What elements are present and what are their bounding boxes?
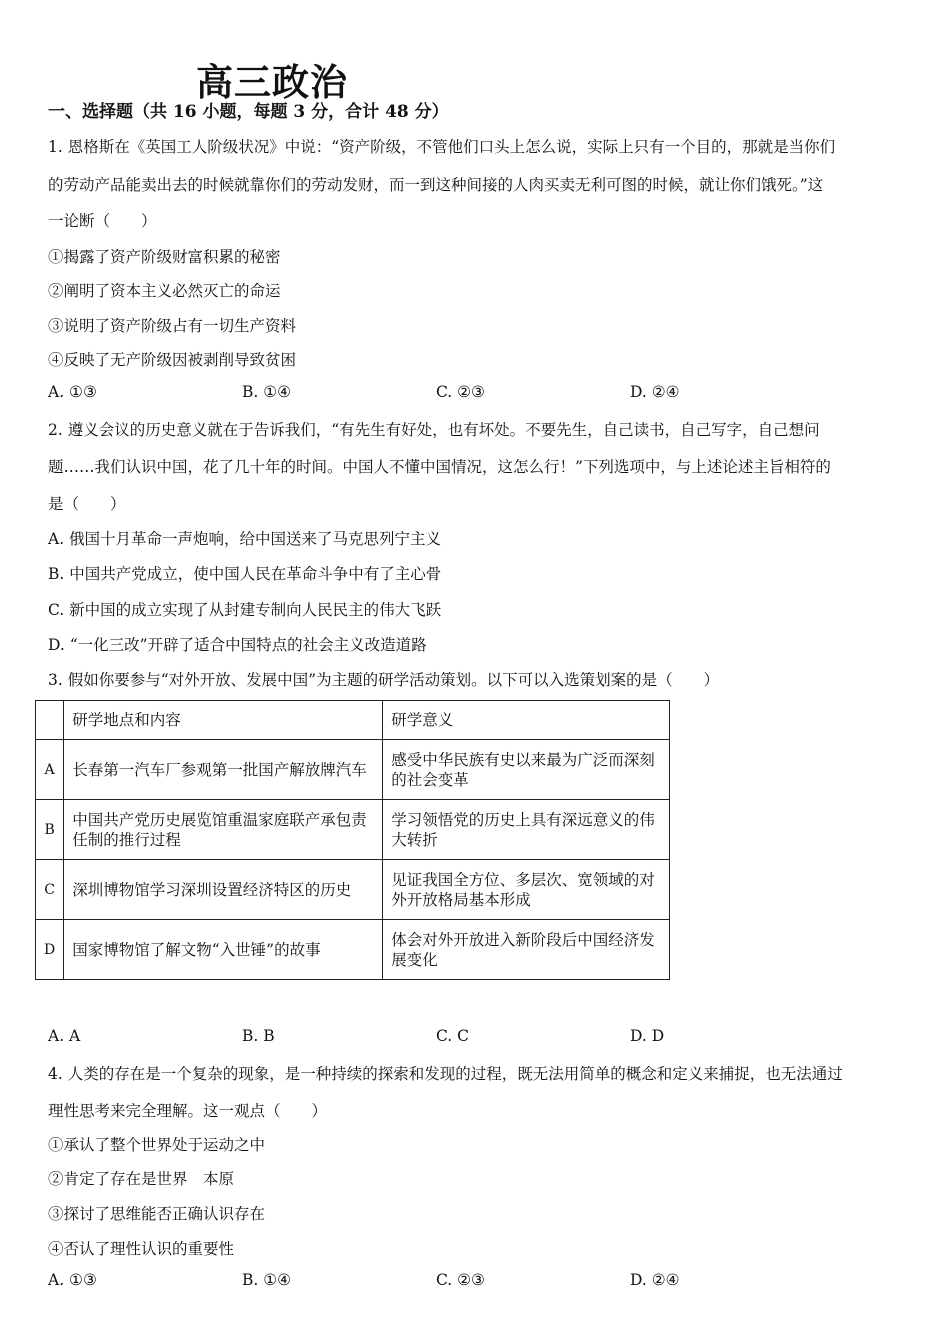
row-label: A	[36, 740, 64, 800]
q2-stem-line-3: 是（ ）	[48, 495, 126, 513]
q2-option-a[interactable]: A. 俄国十月革命一声炮响，给中国送来了马克思列宁主义	[48, 530, 442, 548]
table-header-meaning: 研学意义	[383, 701, 670, 740]
row-place: 国家博物馆了解文物“入世锤”的故事	[64, 920, 383, 980]
q4-option-d[interactable]: D. ②④	[630, 1271, 680, 1289]
q4-option-a[interactable]: A. ①③	[48, 1271, 97, 1289]
q3-table	[35, 700, 670, 980]
q1-item-1: ①揭露了资产阶级财富积累的秘密	[48, 248, 281, 266]
q2-option-c[interactable]: C. 新中国的成立实现了从封建专制向人民民主的伟大飞跃	[48, 601, 442, 619]
row-place: 深圳博物馆学习深圳设置经济特区的历史	[64, 860, 383, 920]
row-label: D	[36, 920, 64, 980]
table-row	[36, 740, 670, 800]
q2-option-d[interactable]: D. “一化三改”开辟了适合中国特点的社会主义改造道路	[48, 636, 427, 654]
row-place: 中国共产党历史展览馆重温家庭联产承包责任制的推行过程	[64, 800, 383, 860]
q3-stem: 3. 假如你要参与“对外开放、发展中国”为主题的研学活动策划。以下可以入选策划案的是（ ）	[48, 671, 720, 689]
q4-item-4: ④否认了理性认识的重要性	[48, 1240, 235, 1258]
q4-item-1: ①承认了整个世界处于运动之中	[48, 1136, 266, 1154]
q1-item-2: ②阐明了资本主义必然灭亡的命运	[48, 282, 281, 300]
q4-stem-line-1: 4. 人类的存在是一个复杂的现象，是一种持续的探索和发现的过程，既无法用简单的概念和定义来捕捉，也无法通过	[48, 1065, 843, 1083]
q1-option-b[interactable]: B. ①④	[242, 383, 292, 401]
page-title: 高三政治	[196, 60, 348, 104]
q2-stem-line-1: 2. 遵义会议的历史意义就在于告诉我们，“有先生有好处，也有坏处。不要先生，自己读书，自己写字，自己想问	[48, 421, 820, 439]
q1-stem-line-1: 1. 恩格斯在《英国工人阶级状况》中说：“资产阶级，不管他们口头上怎么说，实际上只有一个目的，那就是当你们	[48, 138, 836, 156]
q3-option-c[interactable]: C. C	[436, 1027, 470, 1045]
section-heading: 一、选择题（共 16 小题，每题 3 分，合计 48 分）	[48, 102, 449, 122]
row-meaning: 体会对外开放进入新阶段后中国经济发展变化	[383, 920, 670, 980]
table-row	[36, 860, 670, 920]
q4-item-3: ③探讨了思维能否正确认识存在	[48, 1205, 266, 1223]
q1-item-4: ④反映了无产阶级因被剥削导致贫困	[48, 351, 297, 369]
table-header-label-cell	[36, 701, 64, 740]
table-row	[36, 920, 670, 980]
q4-item-2: ②肯定了存在是世界 本原	[48, 1170, 235, 1188]
q1-stem-line-2: 的劳动产品能卖出去的时候就靠你们的劳动发财，而一到这种间接的人肉买卖无利可图的时候，就让你们饿死。”这	[48, 176, 824, 194]
q1-option-a[interactable]: A. ①③	[48, 383, 97, 401]
row-meaning: 感受中华民族有史以来最为广泛而深刻的社会变革	[383, 740, 670, 800]
q1-item-3: ③说明了资产阶级占有一切生产资料	[48, 317, 297, 335]
table-header-row	[36, 701, 670, 740]
q2-stem-line-2: 题……我们认识中国，花了几十年的时间。中国人不懂中国情况，这怎么行！”下列选项中，与上述论述主旨相符的	[48, 458, 831, 476]
q4-option-c[interactable]: C. ②③	[436, 1271, 485, 1289]
q4-option-b[interactable]: B. ①④	[242, 1271, 292, 1289]
q1-stem-line-3: 一论断（ ）	[48, 212, 157, 230]
q2-option-b[interactable]: B. 中国共产党成立，使中国人民在革命斗争中有了主心骨	[48, 565, 442, 583]
table-header-place: 研学地点和内容	[64, 701, 383, 740]
row-meaning: 学习领悟党的历史上具有深远意义的伟大转折	[383, 800, 670, 860]
row-place: 长春第一汽车厂参观第一批国产解放牌汽车	[64, 740, 383, 800]
q1-option-d[interactable]: D. ②④	[630, 383, 680, 401]
table-row	[36, 800, 670, 860]
q3-option-d[interactable]: D. D	[630, 1027, 665, 1045]
row-meaning: 见证我国全方位、多层次、宽领域的对外开放格局基本形成	[383, 860, 670, 920]
q1-option-c[interactable]: C. ②③	[436, 383, 485, 401]
row-label: C	[36, 860, 64, 920]
row-label: B	[36, 800, 64, 860]
q4-stem-line-2: 理性思考来完全理解。这一观点（ ）	[48, 1102, 328, 1120]
q3-option-b[interactable]: B. B	[242, 1027, 275, 1045]
q3-option-a[interactable]: A. A	[48, 1027, 81, 1045]
